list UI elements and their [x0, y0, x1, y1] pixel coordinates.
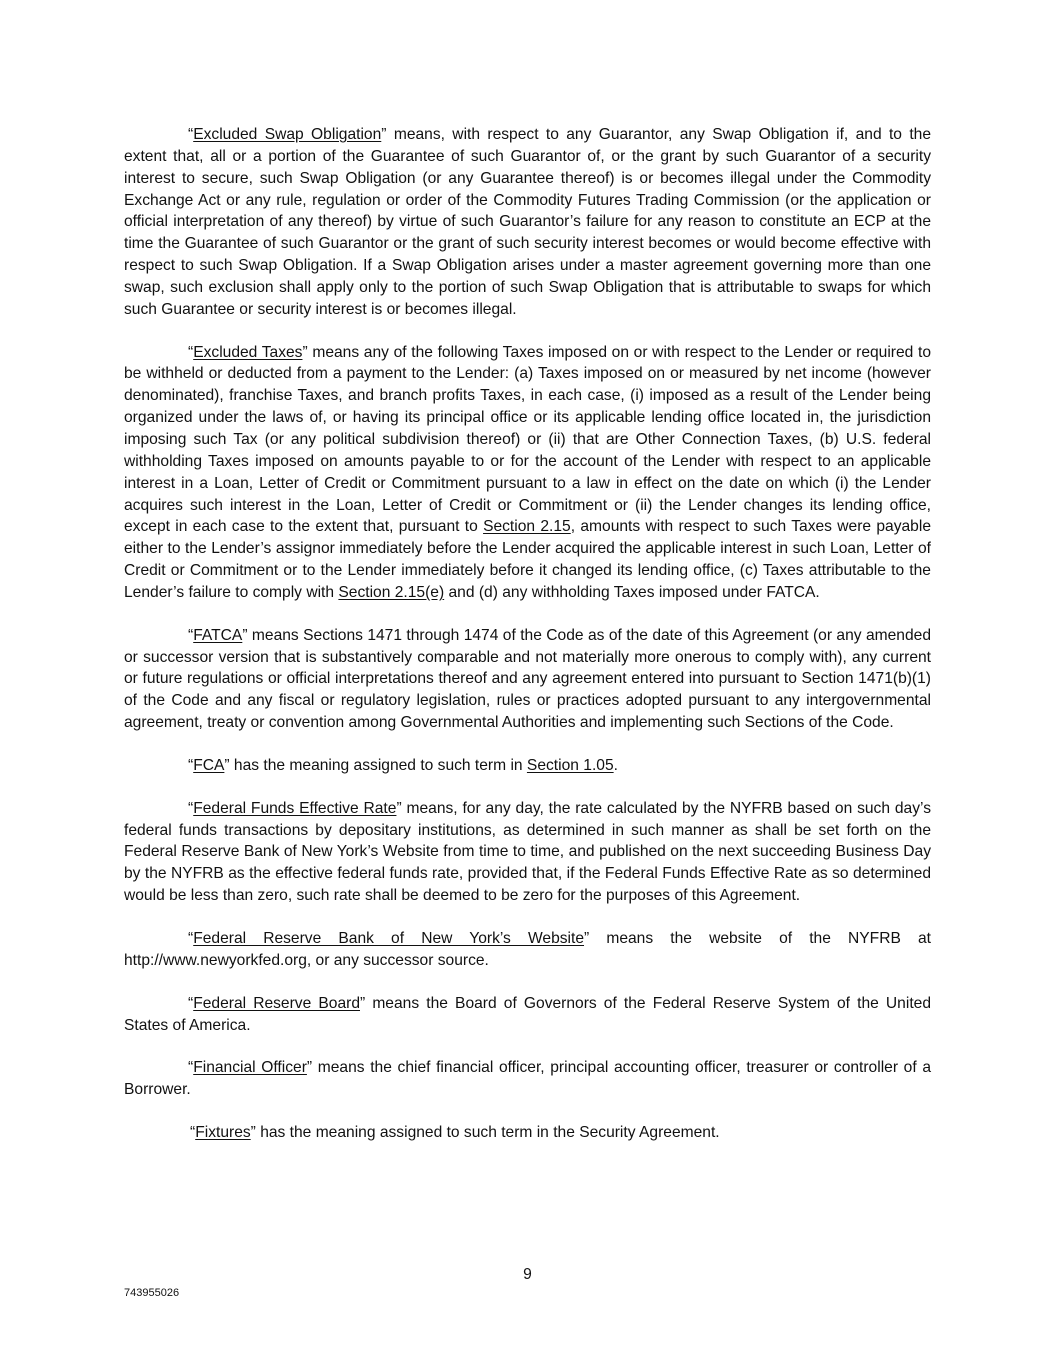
definition-text: .	[613, 756, 618, 774]
definition-fixtures	[124, 1122, 931, 1144]
section-reference: Section 2.15(e)	[338, 583, 445, 601]
definition-federal-reserve-bank-website	[124, 928, 931, 972]
definition-text: means, with respect to any Guarantor, any Swap Obligation if, and to the extent that, all or a portion of the Guarantee of such Guarantor of, or the grant by such Guarantor of a security interest to secure, such Swap Obligation (or any Guarantee thereof) is or becomes illegal under the Commodity Exchange Act or any rule, regulation or order of the Commodity Futures Trading Commission (or the application or official interpretation of any thereof) by virtue of such Guarantor’s failure for any reason to constitute an ECP at the time the Guarantee of such Guarantor or the grant of such security interest becomes or would become effective with respect to such Swap Obligation. If a Swap Obligation arises under a master agreement governing more than one swap, such exclusion shall apply only to the portion of such Swap Obligation that is attributable to swaps for which such Guarantee or security interest is or becomes illegal.	[124, 126, 931, 318]
open-quote: “	[188, 994, 194, 1012]
defined-term: Federal Reserve Bank of New York’s Website	[193, 930, 585, 947]
open-quote: “	[188, 799, 194, 817]
open-quote: “	[188, 126, 194, 143]
defined-term: Financial Officer	[193, 1059, 307, 1077]
open-quote: “	[188, 343, 194, 361]
definition-text: has the meaning assigned to such term in the Security Agreement.	[255, 1124, 720, 1142]
definition-text: means the website of the NYFRB at http://www.newyorkfed.org, or any successor source.	[124, 930, 931, 969]
close-quote: ”	[306, 1059, 313, 1077]
section-reference: Section 2.15	[483, 518, 571, 536]
definition-fatca	[124, 625, 931, 734]
defined-term: Federal Funds Effective Rate	[193, 799, 397, 817]
section-reference: Section 1.05	[526, 756, 614, 774]
defined-term: FCA	[193, 756, 225, 774]
document-id: 743955026	[124, 1287, 180, 1299]
definition-financial-officer	[124, 1057, 931, 1101]
close-quote: ”	[396, 799, 402, 817]
close-quote: ”	[302, 343, 308, 361]
definition-excluded-taxes	[124, 342, 931, 604]
close-quote: ”	[250, 1124, 256, 1142]
definition-text: , amounts with respect to such Taxes were payable either to the Lender’s assignor immediately before the Lender acquired the applicable interest in such Loan, Letter of Credit or Commitment or to the Lender immediately before it changed its lending office, (c) Taxes attributable to the Lender’s failure to comply with	[124, 518, 931, 601]
definition-text: means, for any day, the rate calculated by the NYFRB based on such day’s federal funds transactions by depositary institutions, as determined in such manner as shall be set forth on the Federal Reserve Bank of New York’s Website from time to time, and published on the next succeeding Business Day by the NYFRB as the effective federal funds rate, provided that, if the Federal Funds Effective Rate as so determined would be less than zero, such rate shall be deemed to be zero for the purposes of this Agreement.	[124, 799, 931, 905]
definition-federal-funds-effective-rate	[124, 798, 931, 907]
close-quote: ”	[584, 930, 590, 947]
definition-text: means Sections 1471 through 1474 of the Code as of the date of this Agreement (or any amended or successor version that is substantively comparable and not materially more onerous to comply with), any current or future regulations or official interpretations thereof and any agreement entered into pursuant to Section 1471(b)(1) of the Code and any fiscal or regulatory legislation, rules or practices adopted pursuant to any intergovernmental agreement, treaty or convention among Governmental Authorities and implementing such Sections of the Code.	[124, 626, 931, 732]
definition-text: has the meaning assigned to such term in	[229, 756, 527, 774]
open-quote: “	[188, 1059, 194, 1077]
open-quote: “	[190, 1124, 196, 1142]
defined-term: Excluded Taxes	[193, 343, 303, 361]
definitions-body	[124, 124, 931, 1165]
defined-term: Excluded Swap Obligation	[193, 126, 382, 143]
defined-term: Federal Reserve Board	[193, 994, 360, 1012]
close-quote: ”	[224, 756, 230, 774]
defined-term: FATCA	[193, 626, 243, 644]
definition-federal-reserve-board	[124, 993, 931, 1037]
definition-excluded-swap-obligation	[124, 124, 931, 321]
definition-text: and (d) any withholding Taxes imposed under FATCA.	[444, 583, 820, 601]
definition-text: means any of the following Taxes imposed on or with respect to the Lender or required to be withheld or deducted from a payment to the Lender: (a) Taxes imposed on or measured by net income (however denominated), franchise Taxes, and branch profits Taxes, in each case, (i) imposed as a result of the Lender being organized under the laws of, or having its principal office or its applicable lending office located in, the jurisdiction imposing such Tax (or any political subdivision thereof) or (ii) that are Other Connection Taxes, (b) U.S. federal withholding Taxes imposed on amounts payable to or for the account of the Lender with respect to an applicable interest in a Loan, Letter of Credit or Commitment pursuant to a law in effect on the date on which (i) the Lender acquires such interest in the Loan, Letter of Credit or Commitment or (ii) the Lender changes its lending office, except in each case to the extent that, pursuant to	[124, 343, 931, 536]
defined-term: Fixtures	[195, 1124, 251, 1142]
definition-text: means the chief financial officer, principal accounting officer, treasurer or controller of a Borrower.	[124, 1059, 931, 1099]
close-quote: ”	[360, 994, 366, 1012]
definition-fca	[124, 755, 931, 777]
close-quote: ”	[381, 126, 387, 143]
definition-text: means the Board of Governors of the Federal Reserve System of the United States of America.	[124, 994, 931, 1034]
open-quote: “	[188, 756, 194, 774]
open-quote: “	[188, 930, 194, 947]
page-number: 9	[523, 1266, 532, 1283]
close-quote: ”	[242, 626, 248, 644]
open-quote: “	[188, 626, 194, 644]
